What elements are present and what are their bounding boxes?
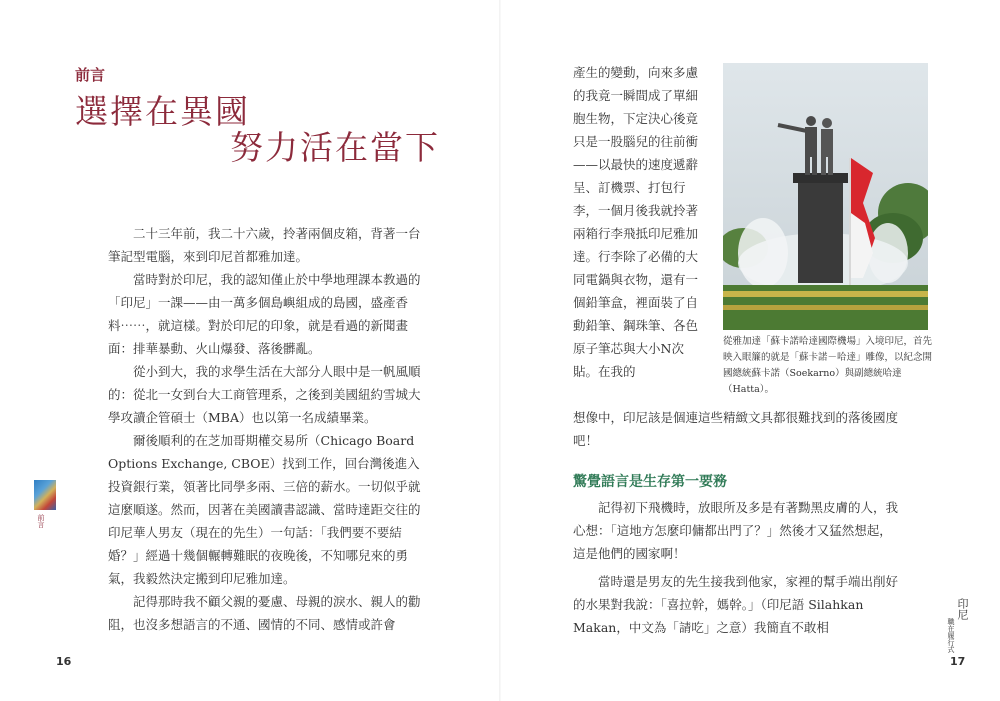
chapter-title-line1: 選擇在異國 bbox=[75, 92, 250, 131]
side-book-subtitle: 職在履行式 bbox=[947, 618, 955, 653]
chapter-title-line2: 努力活在當下 bbox=[230, 128, 440, 167]
thumbnail-label: 前言 bbox=[37, 514, 45, 528]
side-book-title: 印尼 bbox=[956, 598, 969, 620]
chapter-thumbnail bbox=[34, 480, 56, 510]
body-paragraph: 當時還是男友的先生接我到他家，家裡的幫手端出削好的水果對我說：「喜拉幹，媽幹。」（印尼語 Silahkan Makan，中文為「請吃」之意）我簡直不敢相 bbox=[573, 574, 899, 635]
page-number-left: 16 bbox=[56, 655, 72, 668]
body-paragraph: 從小到大，我的求學生活在大部分人眼中是一帆風順的：從北一女到台大工商管理系，之後到美國紐約雪城大學攻讀企管碩士（MBA）也以第一名成績畢業。 bbox=[108, 364, 421, 425]
photo-caption: 從雅加達「蘇卡諾哈達國際機場」入境印尼，首先映入眼簾的就是「蘇卡諾－哈達」雕像，以紀念開國總統蘇卡諾（Soekarno）與副總統哈達（Hatta）。 bbox=[723, 336, 933, 395]
body-paragraph: 記得初下飛機時，放眼所及多是有著黝黑皮膚的人，我心想：「這地方怎麼印傭都出門了？」然後才又猛然想起，這是他們的國家啊！ bbox=[573, 500, 899, 561]
body-paragraph: 記得那時我不顧父親的憂慮、母親的淚水、親人的勸阻，也沒多想語言的不通、國情的不同、感情或許會 bbox=[108, 594, 421, 632]
section-label: 前言 bbox=[75, 66, 106, 84]
page-gutter bbox=[499, 0, 501, 701]
body-paragraph: 想像中，印尼該是個連這些精緻文具都很難找到的落後國度吧！ bbox=[573, 410, 899, 448]
body-paragraph-narrow: 產生的變動，向來多慮的我竟一瞬間成了單細胞生物，下定決心後竟只是一股腦兒的往前衝——以最快的速度遞辭呈、訂機票、打包行李，一個月後我就拎著兩箱行李飛抵印尼雅加達。行李除了必備的大同電鍋與衣物，還有一個鉛筆盒，裡面裝了自動鉛筆、鋼珠筆、各色原子筆芯與大小N次貼。在我的 bbox=[573, 65, 699, 379]
page-number-right: 17 bbox=[950, 655, 966, 668]
statue-photo bbox=[723, 63, 928, 330]
body-paragraph: 當時對於印尼，我的認知僅止於中學地理課本教過的「印尼」一課——由一萬多個島嶼組成的島國，盛產香料⋯⋯，就這樣。對於印尼的印象，就是看過的新聞畫面：排華暴動、火山爆發、落後髒亂。 bbox=[108, 272, 421, 356]
body-paragraph: 二十三年前，我二十六歲，拎著兩個皮箱，背著一台筆記型電腦，來到印尼首都雅加達。 bbox=[108, 226, 421, 264]
body-paragraph: 爾後順利的在芝加哥期權交易所（Chicago Board Options Exchange, CBOE）找到工作，回台灣後進入投資銀行業，領著比同學多兩、三倍的薪水。一切似乎就這麼順遂。然而，因著在美國讀書認識、當時達距交往的印尼華人男友（現在的先生）一句話：「我們要不要結婚？」經過十幾個輾轉難眠的夜晚後，不知哪兒來的勇氣，我毅然決定搬到印尼雅加達。 bbox=[108, 433, 421, 586]
section-heading: 驚覺語言是生存第一要務 bbox=[573, 474, 727, 490]
